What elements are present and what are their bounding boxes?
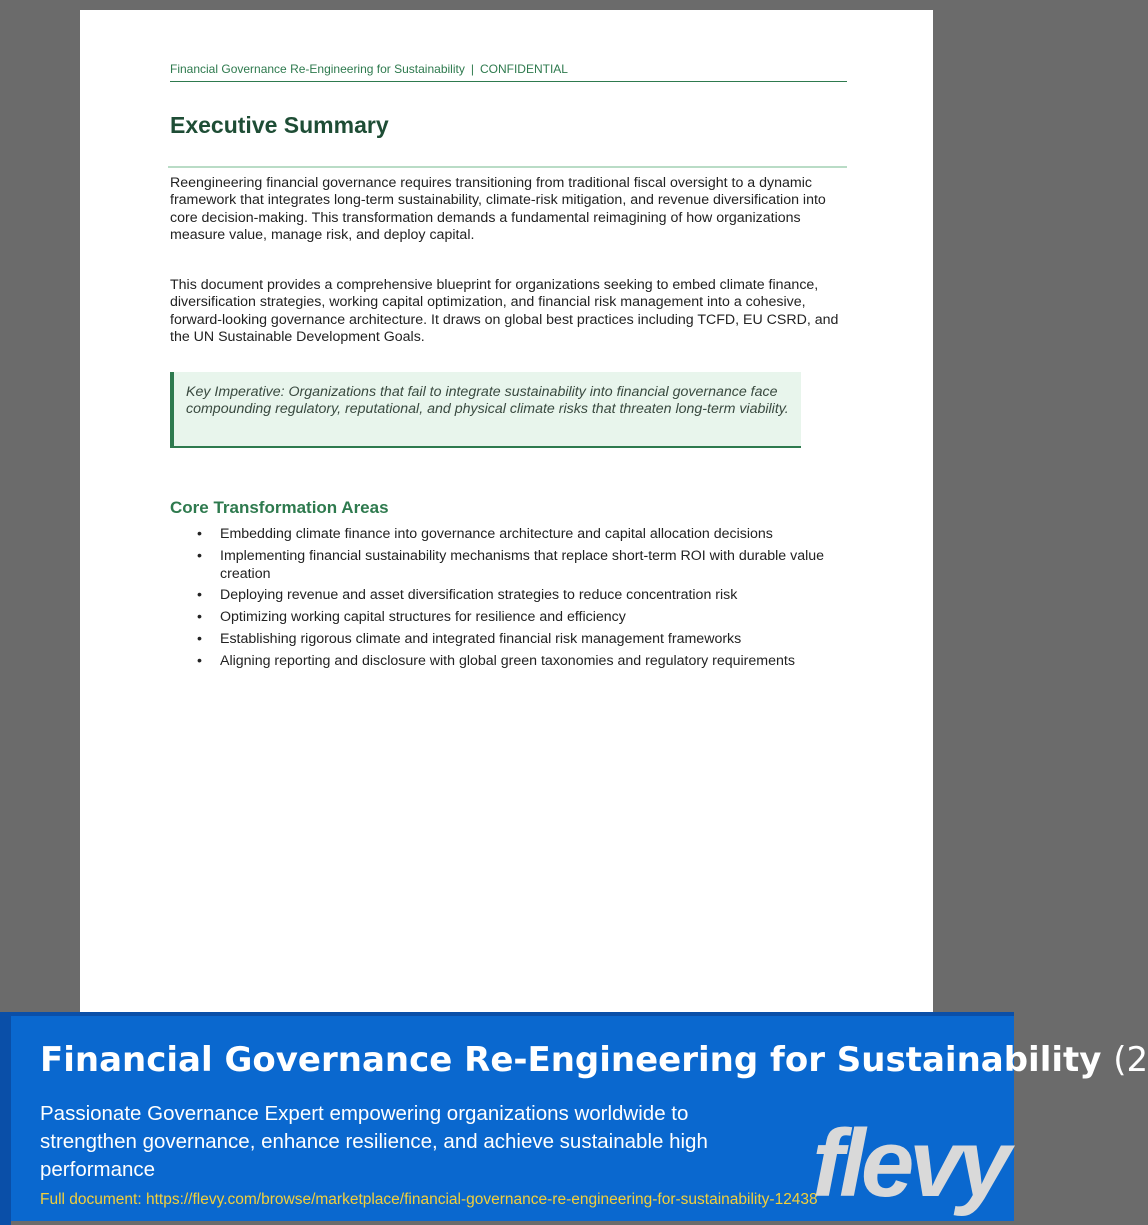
banner-title-text: Financial Governance Re-Engineering for Sustainability — [40, 1040, 1102, 1080]
section-title: Executive Summary — [170, 112, 389, 138]
list-item: • Aligning reporting and disclosure with global green taxonomies and regulatory requirements — [220, 653, 850, 671]
core-areas-heading: Core Transformation Areas — [170, 498, 389, 517]
flevy-logo-text: flevy — [812, 1110, 1006, 1217]
title-divider — [168, 166, 847, 168]
banner-title-suffix: (2 — [1113, 1040, 1148, 1080]
list-item: • Implementing financial sustainability mechanisms that replace short-term ROI with durable value creation — [220, 548, 850, 584]
full-document-link[interactable]: Full document: https://flevy.com/browse/marketplace/financial-governance-re-engineering-for-sustainability-12438 — [40, 1191, 818, 1208]
document-page — [80, 10, 933, 1020]
list-item: • Optimizing working capital structures for resilience and efficiency — [220, 609, 850, 627]
list-item: • Establishing rigorous climate and integrated financial risk management frameworks — [220, 631, 850, 649]
running-header-title: Financial Governance Re-Engineering for Sustainability — [170, 62, 465, 76]
flevy-logo[interactable] — [810, 1106, 1010, 1217]
list-item: • Deploying revenue and asset diversification strategies to reduce concentration risk — [220, 587, 850, 605]
key-imperative-callout: Key Imperative: Organizations that fail to integrate sustainability into financial governance face compounding regulatory, reputational, and physical climate risks that threaten long-term viability. — [170, 372, 801, 448]
running-header-classification: CONFIDENTIAL — [479, 62, 568, 76]
banner-subtitle: Passionate Governance Expert empowering organizations worldwide to strengthen governance, enhance resilience, and achieve sustainable high performance — [40, 1102, 708, 1181]
core-areas-list — [220, 526, 850, 675]
paragraph-intro: Reengineering financial governance requires transitioning from traditional fiscal oversight to a dynamic framework that integrates long-term sustainability, climate-risk mitigation, and revenue diversification into core decision-making. This transformation demands a fundamental reimagining of how organizations measure value, manage risk, and deploy capital. — [170, 175, 826, 244]
banner-title — [40, 1040, 1148, 1080]
banner-edge — [0, 1016, 11, 1225]
running-header — [170, 62, 847, 82]
running-header-separator: | — [470, 62, 474, 76]
list-item: • Embedding climate finance into governance architecture and capital allocation decisions — [220, 526, 850, 544]
promo-banner — [0, 1012, 1148, 1221]
paragraph-blueprint: This document provides a comprehensive blueprint for organizations seeking to embed climate finance, diversification strategies, working capital optimization, and financial risk management into a cohesive, forward-looking governance architecture. It draws on global best practices including TCFD, EU CSRD, and the UN Sustainable Development Goals. — [170, 277, 839, 346]
